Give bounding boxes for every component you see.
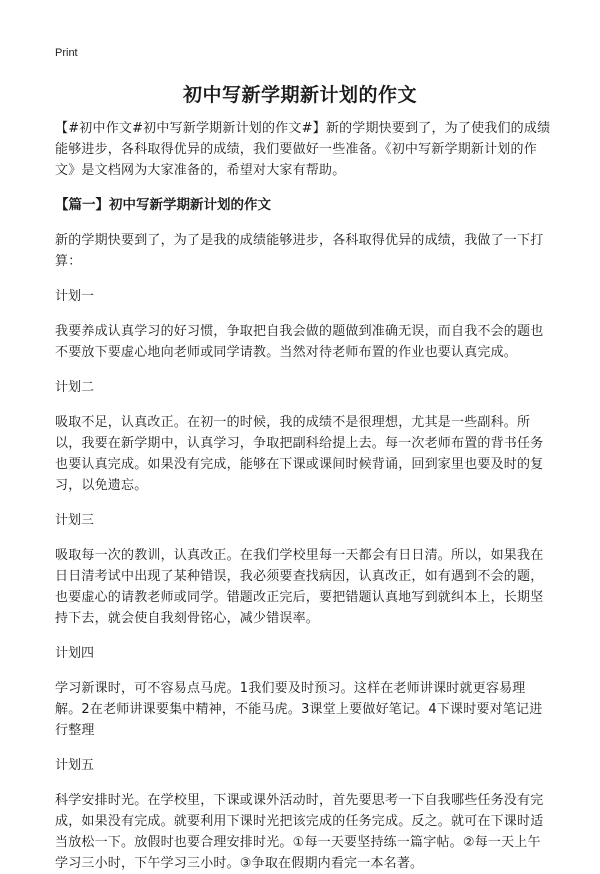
intro-paragraph: 【#初中作文#初中写新学期新计划的作文#】新的学期快要到了，为了使我们的成绩能够进步，各科取得优异的成绩，我们要做好一些准备。《初中写新学期新计划的作文》是文档网为大家准备的，希望对大家有帮助。 [55, 121, 551, 178]
plan-text-3: 吸取每一次的教训，认真改正。在我们学校里每一天都会有日日清。所以，如果我在日日清考试中出现了某种错误，我必须要查找病因，认真改正，如有遇到不会的题，也要虚心的请教老师或同学。错题改正完后，要把错题认真地写到就纠本上，长期坚持下去，就会使自我刻骨铭心，减少错误率。 [55, 548, 544, 626]
plan-text-4: 学习新课时，可不容易点马虎。1我们要及时预习。这样在老师讲课时就更容易理解。2在老师讲课要集中精神，不能马虎。3课堂上要做好笔记。4下课时要对笔记进行整理 [55, 681, 543, 738]
print-link[interactable]: Print [55, 47, 78, 59]
plan-label-1: 计划一 [55, 289, 95, 304]
plan-text-5: 科学安排时光。在学校里，下课或课外活动时，首先要思考一下自我哪些任务没有完成，如果没有完成。就要利用下课时光把该完成的任务完成。反之。就可在下课时适当放松一下。放假时也要合理安排时光。①每一天要坚持练一篇字帖。②每一天上午学习三小时，下午学习三小时。③争取在假期内看完一本名著。 [55, 793, 544, 871]
plan-label-5: 计划五 [55, 758, 95, 773]
page-title: 初中写新学期新计划的作文 [182, 84, 417, 106]
opening-paragraph: 新的学期快要到了，为了是我的成绩能够进步，各科取得优异的成绩，我做了一下打算： [55, 233, 544, 269]
plan-label-3: 计划三 [55, 513, 95, 528]
plan-text-1: 我要养成认真学习的好习惯，争取把自我会做的题做到准确无误，而自我不会的题也不要放下要虚心地向老师或同学请教。当然对待老师布置的作业也要认真完成。 [55, 324, 544, 360]
section-heading: 【篇一】初中写新学期新计划的作文 [55, 197, 271, 213]
plan-text-2: 吸取不足，认真改正。在初一的时候，我的成绩不是很理想，尤其是一些副科。所以，我要在新学期中，认真学习，争取把副科给提上去。每一次老师布置的背书任务也要认真完成。如果没有完成，能够在下课或课间时候背诵，回到家里也要及时的复习，以免遗忘。 [55, 415, 544, 493]
plan-label-2: 计划二 [55, 380, 95, 395]
plan-label-4: 计划四 [55, 646, 95, 661]
article-body [55, 118, 551, 874]
